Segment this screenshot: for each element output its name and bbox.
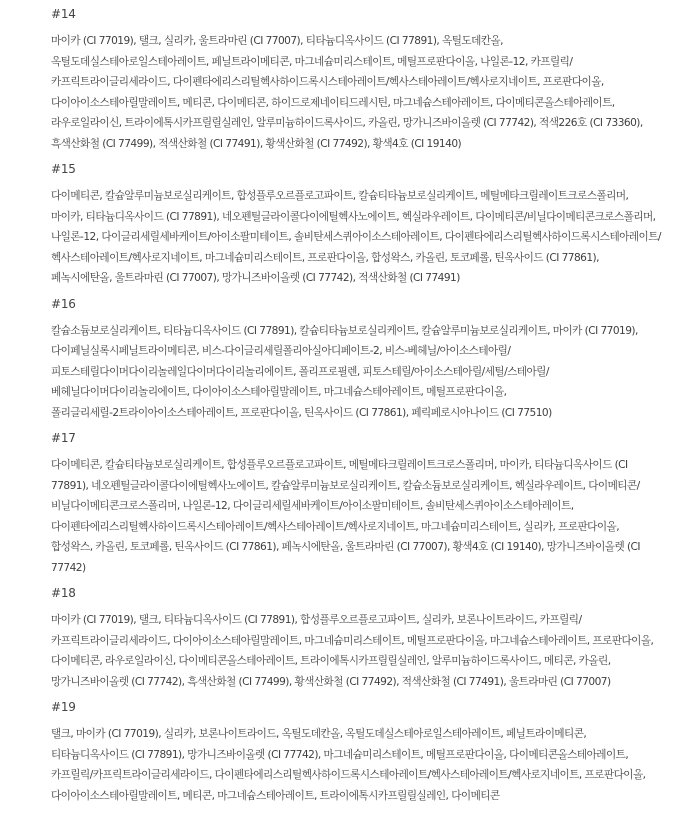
shade-heading: #18 — [51, 586, 76, 600]
shade-section-15 — [51, 162, 661, 289]
shade-section-18 — [51, 586, 661, 692]
ingredient-text: 칼슘소듐보로실리케이트, 티타늄디옥사이드 (CI 77891), 칼슘티타늄보로실리케이트, 칼슘알루미늄보로실리케이트, 마이카 (CI 77019), 다이페닐실록시페닐트라이메티콘, 비스-다이글리세릴폴리아실아디페이트-2, 비스-베헤닐/아이소스테아릴/피토스테릴다이머다이리놀레일다이머다이리놀리에이트, 폴리프로필렌, 피토스테릴/아이소스테아릴/세틸/스테아릴/베헤닐다이머다이리놀리에이트, 다이아이소스테아릴말레이트, 마그네슘스테아레이트, 메틸프로판다이올, 폴리글리세릴-2트라이아이소스테아레이트, 프로판다이올, 틴옥사이드 (CI 77861), 페릭페로시아나이드 (CI 77510) — [51, 324, 638, 419]
shade-heading: #17 — [51, 431, 76, 445]
shade-heading: #14 — [51, 7, 76, 21]
shade-heading: #19 — [51, 700, 76, 714]
shade-section-17 — [51, 431, 661, 578]
shade-section-16 — [51, 297, 661, 424]
shade-heading: #16 — [51, 296, 76, 311]
shade-heading: #15 — [51, 162, 76, 176]
ingredient-text: 마이카 (CI 77019), 탤크, 실리카, 울트라마린 (CI 77007), 티타늄디옥사이드 (CI 77891), 옥틸도데칸올, 옥틸도데실스테아로일스테아레이트, 페닐트라이메티콘, 마그네슘미리스테이트, 메틸프로판다이올, 나일론-12, 카프릴릭/카프릭트라이글리세라이드, 다이펜타에리스리틸헥사하이드록시스테아레이트/헥사스테아레이트/헥사로지네이트, 프로판다이올, 다이아이소스테아릴말레이트, 메티콘, 다이메티콘, 하이드로제네이티드레시틴, 마그네슘스테아레이트, 다이메티콘올스테아레이트, 라우로일라이신, 트라이에톡시카프릴릴실레인, 알루미늄하이드록사이드, 카올린, 망가니즈바이올렛 (CI 77742), 적색226호 (CI 73360), 흑색산화철 (CI 77499), 적색산화철 (CI 77491), 황색산화철 (CI 77492), 황색4호 (CI 19140) — [51, 35, 643, 150]
ingredient-text: 탤크, 마이카 (CI 77019), 실리카, 보론나이트라이드, 옥틸도데칸올, 옥틸도데실스테아로일스테아레이트, 페닐트라이메티콘, 티타늄디옥사이드 (CI 77891), 망가니즈바이올렛 (CI 77742), 마그네슘미리스테이트, 메틸프로판다이올, 다이메티콘올스테아레이트, 카프릴릭/카프릭트라이글리세라이드, 다이펜타에리스리틸헥사하이드록시스테아레이트/헥사스테아레이트/헥사로지네이트, 프로판다이올, 다이아이소스테아릴말레이트, 메티콘, 마그네슘스테아레이트, 트라이에톡시카프릴릴실레인, 다이메티콘 — [51, 728, 646, 802]
ingredient-text: 마이카 (CI 77019), 탤크, 티타늄디옥사이드 (CI 77891), 합성플루오르플로고파이트, 실리카, 보론나이트라이드, 카프릴릭/카프릭트라이글리세라이드, 다이아이소스테아릴말레이트, 마그네슘미리스테이트, 메틸프로판다이올, 마그네슘스테아레이트, 프로판다이올, 다이메티콘, 라우로일라이신, 다이메티콘올스테아레이트, 트라이에톡시카프릴릴실레인, 알루미늄하이드록사이드, 메티콘, 카올린, 망가니즈바이올렛 (CI 77742), 흑색산화철 (CI 77499), 황색산화철 (CI 77492), 적색산화철 (CI 77491), 울트라마린 (CI 77007) — [51, 614, 654, 688]
shade-section-14 — [51, 7, 661, 154]
shade-section-19 — [51, 700, 661, 806]
ingredient-text: 다이메티콘, 칼슘티타늄보로실리케이트, 합성플루오르플로고파이트, 메틸메타크릴레이트크로스폴리머, 마이카, 티타늄디옥사이드 (CI 77891), 네오펜틸글라이콜다이에틸헥사노에이트, 칼슘알루미늄보로실리케이트, 칼슘소듐보로실리케이트, 헥실라우레이트, 다이메티콘/비닐다이메티콘크로스폴리머, 나일론-12, 다이글리세릴세바케이트/아이소팔미테이트, 솔비탄세스퀴아이소스테아레이트, 다이펜타에리스리틸헥사하이드록시스테아레이트/헥사스테아레이트/헥사로지네이트, 마그네슘미리스테이트, 실리카, 프로판다이올, 합성왁스, 카올린, 토코페롤, 틴옥사이드 (CI 77861), 페녹시에탄올, 울트라마린 (CI 77007), 황색4호 (CI 19140), 망가니즈바이올렛 (CI 77742) — [51, 459, 640, 574]
ingredient-text: 다이메티콘, 칼슘알루미늄보로실리케이트, 합성플루오르플로고파이트, 칼슘티타늄보로실리케이트, 메틸메타크릴레이트크로스폴리머, 마이카, 티타늄디옥사이드 (CI 77891), 네오펜틸글라이콜다이에틸헥사노에이트, 헥실라우레이트, 다이메티콘/비닐다이메티콘크로스폴리머, 나일론-12, 다이글리세릴세바케이트/아이소팔미테이트, 솔비탄세스퀴아이소스테아레이트, 다이펜타에리스리틸헥사하이드록시스테아레이트/헥사스테아레이트/헥사로지네이트, 마그네슘미리스테이트, 프로판다이올, 합성왁스, 카올린, 토코페롤, 틴옥사이드 (CI 77861), 페녹시에탄올, 울트라마린 (CI 77007), 망가니즈바이올렛 (CI 77742), 적색산화철 (CI 77491) — [51, 190, 661, 284]
